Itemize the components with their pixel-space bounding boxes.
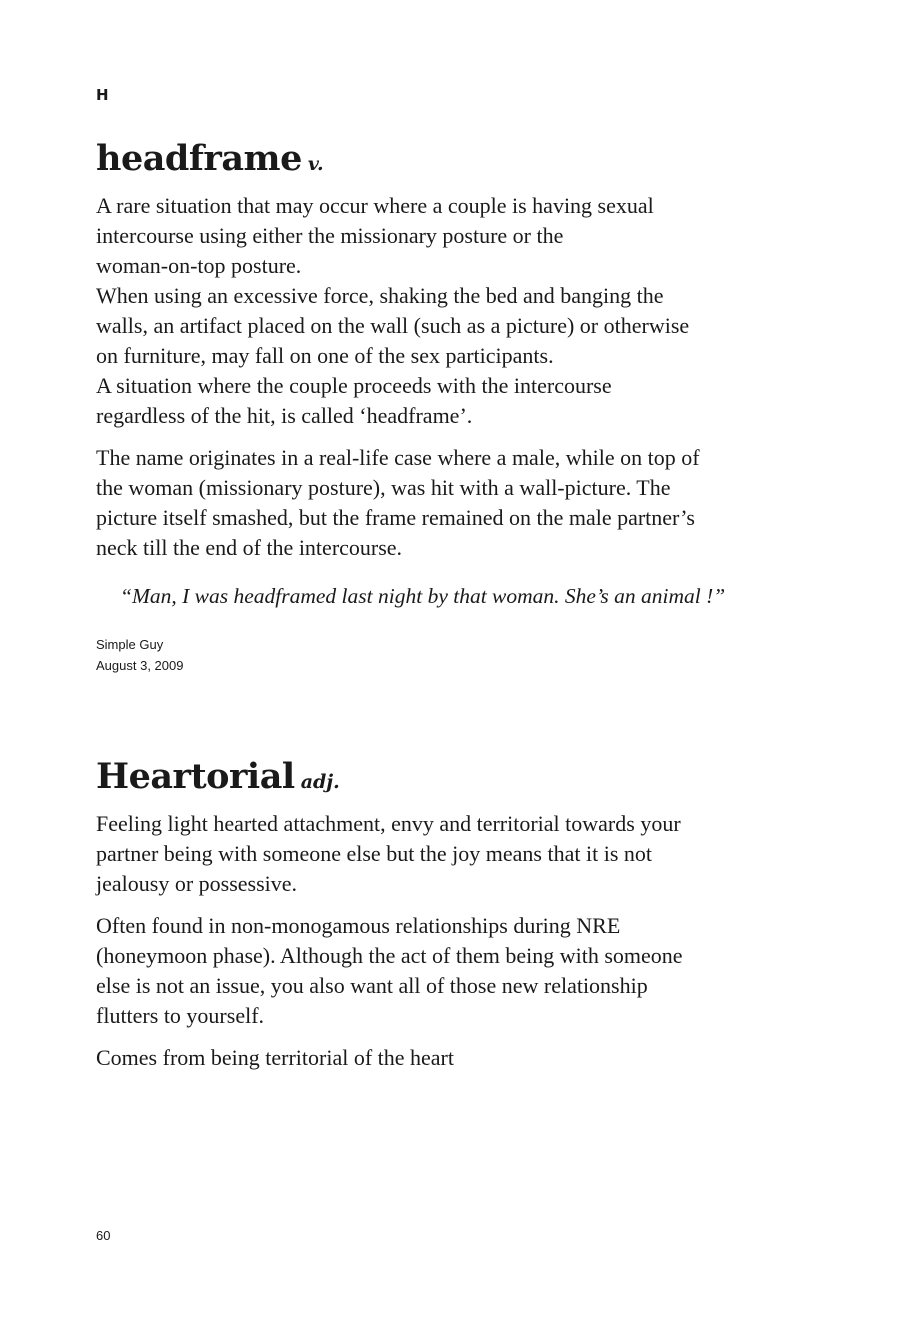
definition-line: the woman (missionary posture), was hit with a wall-picture. The	[96, 475, 671, 500]
definition-paragraph	[96, 809, 786, 899]
definition-line: neck till the end of the intercourse.	[96, 535, 403, 560]
example-quote: “Man, I was headframed last night by that woman. She’s an animal !”	[120, 584, 726, 608]
definition-paragraph	[96, 191, 786, 431]
definition-line: woman-on-top posture.	[96, 253, 302, 278]
headword: headframe	[96, 138, 302, 179]
entry-meta	[96, 634, 786, 676]
etymology-paragraph	[96, 443, 786, 563]
definition-line: Comes from being territorial of the heart	[96, 1045, 454, 1070]
page-number: 60	[96, 1228, 111, 1243]
definition-line: on furniture, may fall on one of the sex participants.	[96, 343, 554, 368]
entry-date: August 3, 2009	[96, 658, 184, 673]
section-letter: H	[96, 86, 109, 104]
definition-line: (honeymoon phase). Although the act of them being with someone	[96, 943, 683, 968]
part-of-speech: adj.	[300, 771, 340, 793]
entry-header	[96, 138, 786, 179]
definition-line: regardless of the hit, is called ‘headframe’.	[96, 403, 473, 428]
etymology-paragraph	[96, 1043, 786, 1073]
headword: Heartorial	[96, 756, 295, 797]
definition-line: flutters to yourself.	[96, 1003, 265, 1028]
definition-line: A rare situation that may occur where a couple is having sexual	[96, 193, 654, 218]
definition-line: Feeling light hearted attachment, envy and territorial towards your	[96, 811, 681, 836]
definition-line: intercourse using either the missionary posture or the	[96, 223, 564, 248]
dictionary-entry-heartorial	[96, 756, 786, 1085]
definition-line: A situation where the couple proceeds with the intercourse	[96, 373, 612, 398]
definition-line: When using an excessive force, shaking the bed and banging the	[96, 283, 664, 308]
definition-line: partner being with someone else but the joy means that it is not	[96, 841, 652, 866]
definition-line: The name originates in a real-life case where a male, while on top of	[96, 445, 700, 470]
definition-line: picture itself smashed, but the frame remained on the male partner’s	[96, 505, 695, 530]
usage-paragraph	[96, 911, 786, 1031]
part-of-speech: v.	[307, 153, 324, 175]
definition-line: else is not an issue, you also want all of those new relationship	[96, 973, 648, 998]
definition-line: jealousy or possessive.	[96, 871, 298, 896]
author-name: Simple Guy	[96, 637, 164, 652]
definition-line: walls, an artifact placed on the wall (such as a picture) or otherwise	[96, 313, 690, 338]
dictionary-entry-headframe	[96, 138, 786, 676]
entry-header	[96, 756, 786, 797]
definition-line: Often found in non-monogamous relationships during NRE	[96, 913, 621, 938]
